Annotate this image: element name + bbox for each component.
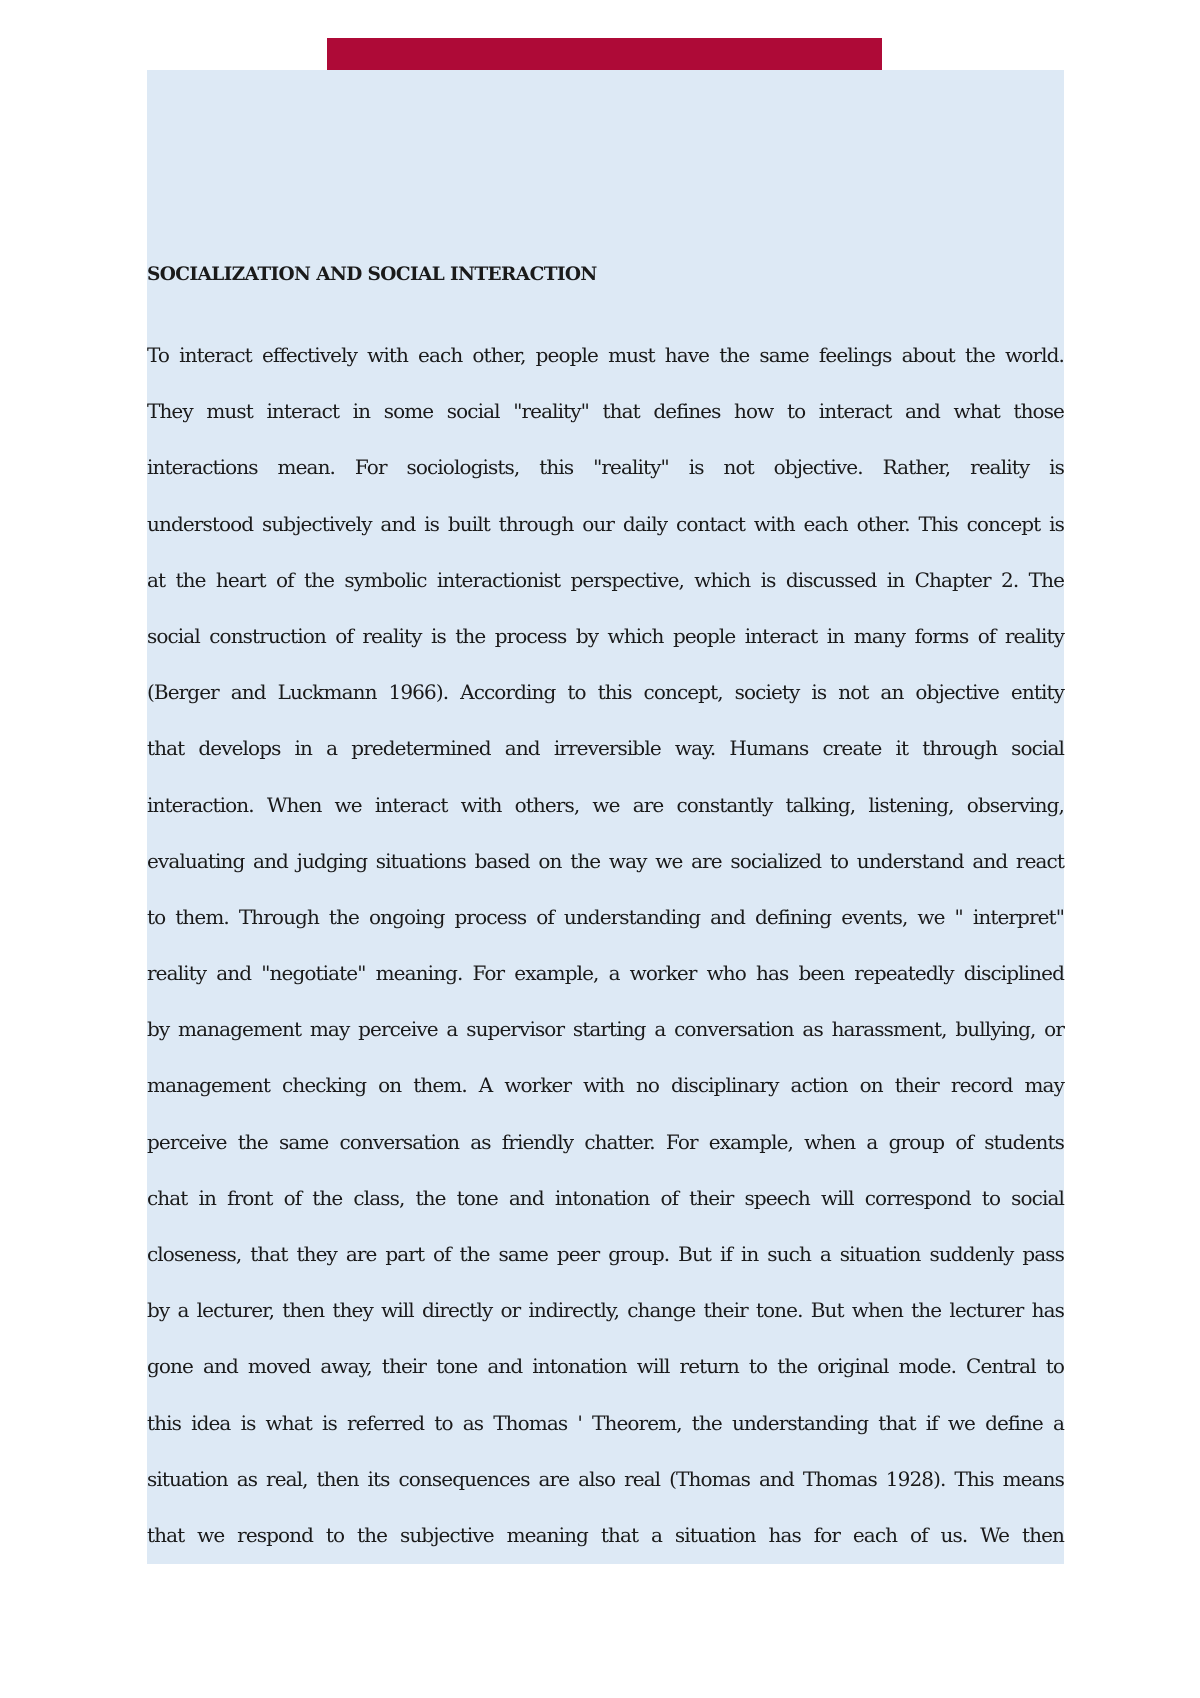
paragraph-line: that develops in a predetermined and irreversible way. Humans create it through social: [147, 736, 1064, 761]
paragraph-line: social construction of reality is the process by which people interact in many forms of reality: [147, 623, 1064, 648]
paragraph-line: closeness, that they are part of the same peer group. But if in such a situation suddenly pass: [147, 1242, 1064, 1266]
paragraph-line: To interact effectively with each other, people must have the same feelings about the world.: [147, 343, 1064, 367]
paragraph-line: that we respond to the subjective meaning that a situation has for each of us. We then: [147, 1522, 1064, 1547]
paragraph-line: They must interact in some social "reality" that defines how to interact and what those: [147, 399, 1064, 424]
body-paragraph: [147, 340, 1064, 1576]
paragraph-line: evaluating and judging situations based on the way we are socialized to understand and react: [147, 848, 1064, 873]
paragraph-line: by management may perceive a supervisor starting a conversation as harassment, bullying, or: [147, 1017, 1064, 1042]
paragraph-line: by a lecturer, then they will directly or indirectly, change their tone. But when the lecturer has: [147, 1298, 1064, 1323]
paragraph-line: to them. Through the ongoing process of understanding and defining events, we " interpret": [147, 904, 1064, 929]
section-heading: SOCIALIZATION AND SOCIAL INTERACTION: [147, 264, 597, 285]
paragraph-line: at the heart of the symbolic interactionist perspective, which is discussed in Chapter 2. The: [147, 567, 1064, 592]
paragraph-line: interactions mean. For sociologists, this "reality" is not objective. Rather, reality is: [147, 455, 1064, 480]
paragraph-line: situation as real, then its consequences are also real (Thomas and Thomas 1928). This means: [147, 1466, 1064, 1491]
paragraph-line: interaction. When we interact with others, we are constantly talking, listening, observing,: [147, 792, 1064, 817]
paragraph-line: understood subjectively and is built through our daily contact with each other. This concept is: [147, 511, 1064, 536]
paragraph-line: management checking on them. A worker with no disciplinary action on their record may: [147, 1073, 1064, 1098]
paragraph-line: (Berger and Luckmann 1966). According to this concept, society is not an objective entity: [147, 680, 1064, 705]
paragraph-line: perceive the same conversation as friendly chatter. For example, when a group of students: [147, 1129, 1064, 1154]
header-accent-bar: [327, 38, 882, 70]
paragraph-line: gone and moved away, their tone and intonation will return to the original mode. Central to: [147, 1354, 1064, 1379]
paragraph-line: reality and "negotiate" meaning. For example, a worker who has been repeatedly disciplined: [147, 961, 1064, 986]
paragraph-line: chat in front of the class, the tone and intonation of their speech will correspond to social: [147, 1185, 1064, 1210]
paragraph-line: this idea is what is referred to as Thomas ' Theorem, the understanding that if we define a: [147, 1410, 1064, 1435]
